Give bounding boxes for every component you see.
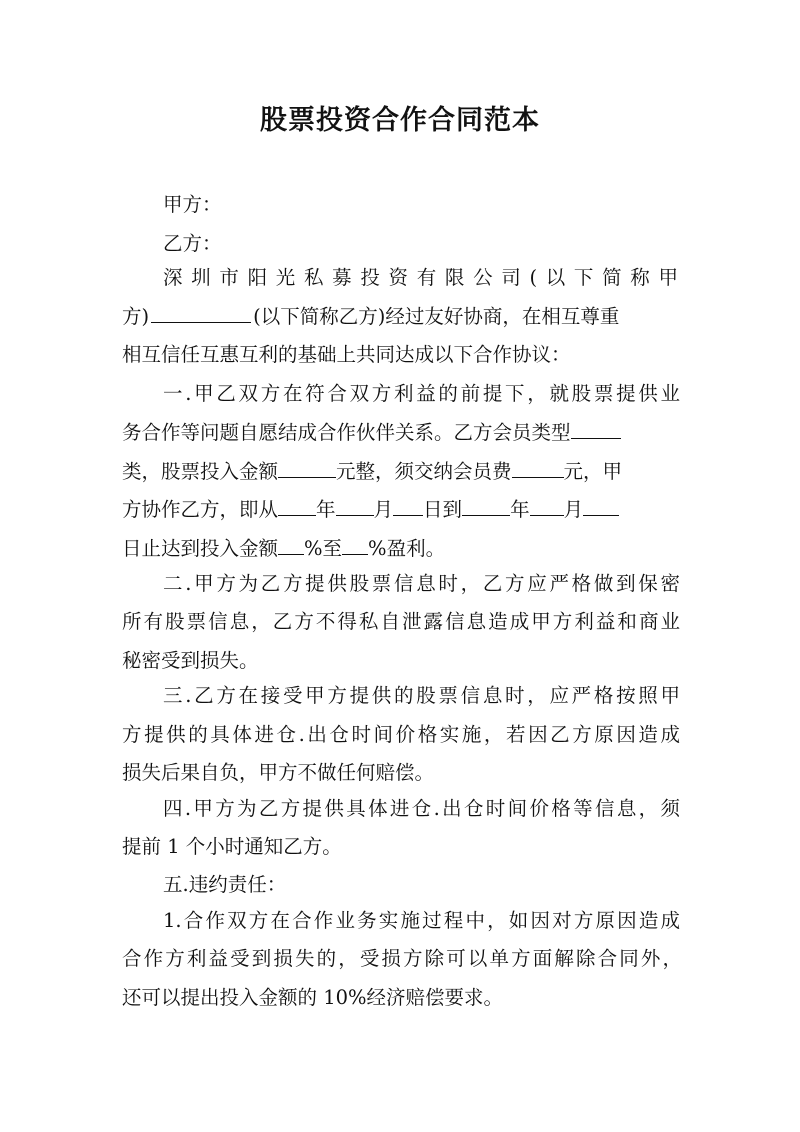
clause-1-line-2 bbox=[122, 420, 682, 446]
preamble-text: 方) bbox=[122, 305, 150, 328]
preamble-text: (以下简称乙方)经过友好协商，在相互尊重 bbox=[253, 305, 620, 328]
clause-1-line-5 bbox=[122, 536, 445, 562]
party-b-name-blank bbox=[151, 304, 251, 323]
start-day-blank bbox=[393, 497, 423, 516]
clause-2-line-1: 二.甲方为乙方提供股票信息时，乙方应严格做到保密 bbox=[163, 572, 680, 595]
preamble-line-3: 相互信任互惠互利的基础上共同达成以下合作协议： bbox=[122, 343, 571, 366]
clause-text: 月 bbox=[563, 498, 584, 521]
clause-4-line-2: 提前 1 个小时通知乙方。 bbox=[122, 835, 342, 858]
clause-text: %至 bbox=[304, 537, 343, 560]
preamble-line-2 bbox=[122, 304, 682, 330]
end-month-blank bbox=[530, 497, 564, 516]
clause-text: 方协作乙方，即从 bbox=[122, 498, 279, 521]
clause-text: 日到 bbox=[423, 498, 463, 521]
max-profit-blank bbox=[342, 536, 368, 555]
member-type-blank bbox=[571, 420, 621, 439]
clause-4-line-1: 四.甲方为乙方提供具体进仓.出仓时间价格等信息，须 bbox=[163, 797, 680, 820]
clause-text: %盈利。 bbox=[368, 537, 446, 560]
document-title: 股票投资合作合同范本 bbox=[260, 105, 540, 136]
clause-5-item-1-line-1: 1.合作双方在合作业务实施过程中，如因对方原因造成 bbox=[163, 909, 680, 932]
clause-2-line-3: 秘密受到损失。 bbox=[122, 649, 259, 672]
clause-1-line-1: 一.甲乙双方在符合双方利益的前提下，就股票提供业 bbox=[163, 382, 680, 405]
clause-text: 元，甲 bbox=[563, 460, 623, 483]
start-month-blank bbox=[336, 497, 374, 516]
clause-3-line-2: 方提供的具体进仓.出仓时间价格实施，若因乙方原因造成 bbox=[122, 723, 680, 746]
end-day-blank bbox=[583, 497, 619, 516]
clause-text: 年 bbox=[316, 498, 336, 521]
min-profit-blank bbox=[278, 536, 304, 555]
membership-fee-blank bbox=[512, 459, 564, 478]
clause-1-line-4 bbox=[122, 497, 682, 523]
clause-5-item-1-line-2: 合作方利益受到损失的，受损方除可以单方面解除合同外， bbox=[122, 947, 682, 970]
clause-text: 年 bbox=[510, 498, 530, 521]
end-year-blank bbox=[462, 497, 510, 516]
clause-2-line-2: 所有股票信息，乙方不得私自泄露信息造成甲方利益和商业 bbox=[122, 610, 680, 633]
clause-text: 元整，须交纳会员费 bbox=[336, 460, 512, 483]
investment-amount-blank bbox=[278, 459, 336, 478]
clause-3-line-3: 损失后果自负，甲方不做任何赔偿。 bbox=[122, 761, 435, 784]
clause-5-heading: 五.违约责任： bbox=[163, 873, 287, 896]
clause-3-line-1: 三.乙方在接受甲方提供的股票信息时，应严格按照甲 bbox=[163, 684, 680, 707]
preamble-line-1: 深圳市阳光私募投资有限公司(以下简称甲 bbox=[163, 266, 680, 289]
clause-5-item-1-line-3: 还可以提出投入金额的 10%经济赔偿要求。 bbox=[122, 986, 504, 1009]
clause-text: 类，股票投入金额 bbox=[122, 460, 279, 483]
party-a-label: 甲方： bbox=[163, 193, 222, 216]
clause-text: 日止达到投入金额 bbox=[122, 537, 279, 560]
party-b-label: 乙方： bbox=[163, 232, 222, 255]
clause-1-line-3 bbox=[122, 459, 682, 485]
clause-text: 务合作等问题自愿结成合作伙伴关系。乙方会员类型 bbox=[122, 421, 571, 444]
start-year-blank bbox=[278, 497, 316, 516]
clause-text: 月 bbox=[373, 498, 394, 521]
